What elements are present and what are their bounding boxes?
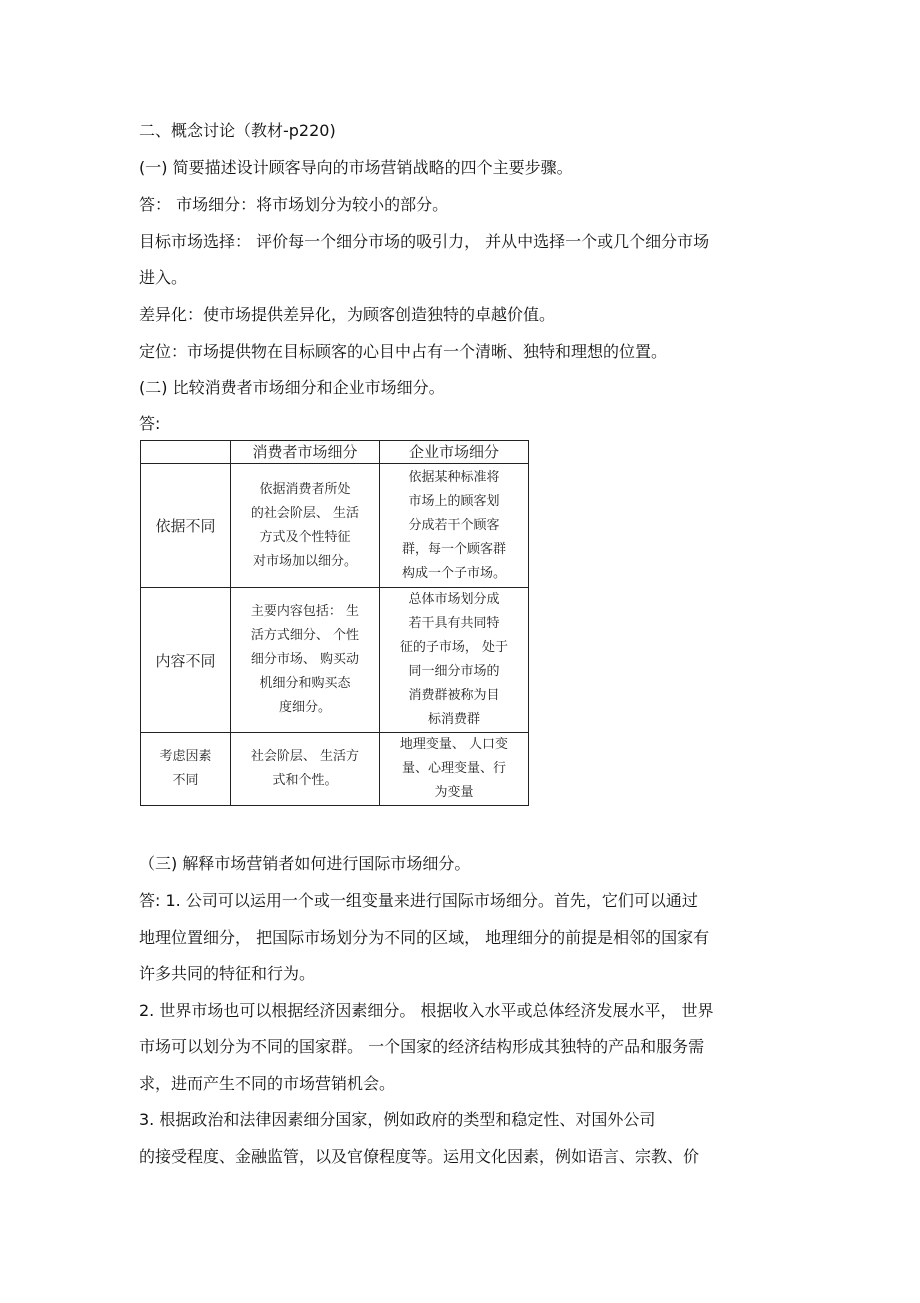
row-label-basis: 依据不同 — [141, 464, 231, 588]
cell-line: 地理变量、 人口变 — [399, 737, 509, 752]
cell-line: 总体市场划分成 — [408, 592, 500, 607]
cell-line: 活方式细分、 个性 — [250, 628, 360, 643]
table-row — [141, 733, 529, 806]
cell-line: 若干具有共同特 — [408, 616, 500, 631]
consumer-basis-cell — [231, 464, 380, 588]
answer-3-line-8: 的接受程度、金融监管，以及官僚程度等。运用文化因素，例如语言、宗教、价 — [139, 1147, 700, 1166]
answer-3-line-4: 2. 世界市场也可以根据经济因素细分。 根据收入水平或总体经济发展水平， 世界 — [139, 1001, 714, 1020]
answer-3-line-3: 许多共同的特征和行为。 — [139, 964, 316, 983]
answer-3-line-1: 答: 1. 公司可以运用一个或一组变量来进行国际市场细分。首先，它们可以通过 — [139, 891, 698, 910]
table-row — [141, 464, 529, 588]
consumer-content-cell — [231, 588, 380, 733]
business-basis-cell — [380, 464, 529, 588]
comparison-table — [140, 440, 529, 806]
cell-line: 市场上的顾客划 — [408, 493, 500, 509]
business-factors-cell — [380, 733, 529, 806]
cell-line: 为变量 — [434, 785, 474, 800]
cell-line: 方式及个性特征 — [259, 529, 351, 545]
answer-1-line-3: 进入。 — [139, 268, 188, 287]
answer-2-label: 答: — [139, 414, 161, 433]
cell-line: 群，每一个顾客群 — [401, 541, 506, 557]
cell-line: 细分市场、 购买动 — [250, 652, 360, 667]
cell-line: 不同 — [172, 773, 199, 788]
answer-3-line-5: 市场可以划分为不同的国家群。 一个国家的经济结构形成其独特的产品和服务需 — [139, 1037, 705, 1056]
table-row — [141, 588, 529, 733]
cell-line: 标消费群 — [427, 712, 480, 727]
row-label-factors — [141, 733, 231, 806]
question-2: (二) 比较消费者市场细分和企业市场细分。 — [139, 378, 445, 397]
cell-line: 构成一个子市场。 — [401, 565, 506, 581]
table-header-consumer: 消费者市场细分 — [231, 441, 380, 464]
cell-line: 式和个性。 — [272, 773, 338, 788]
cell-line: 的社会阶层、 生活 — [250, 505, 360, 521]
cell-line: 社会阶层、 生活方 — [250, 749, 360, 764]
cell-line: 分成若干个顾客 — [408, 517, 500, 533]
cell-line: 主要内容包括： 生 — [250, 604, 360, 619]
cell-line: 机细分和购买态 — [259, 676, 351, 691]
answer-3-line-6: 求，进而产生不同的市场营销机会。 — [139, 1074, 396, 1093]
section-heading: 二、概念讨论（教材-p220) — [139, 121, 336, 140]
consumer-factors-cell — [231, 733, 380, 806]
business-content-cell — [380, 588, 529, 733]
cell-line: 征的子市场， 处于 — [399, 640, 509, 655]
answer-1-line-4: 差异化：使市场提供差异化，为顾客创造独特的卓越价值。 — [139, 305, 556, 324]
table-header-empty — [141, 441, 231, 464]
cell-line: 度细分。 — [278, 700, 331, 715]
cell-line: 量、心理变量、行 — [401, 761, 506, 776]
question-3: （三) 解释市场营销者如何进行国际市场细分。 — [139, 854, 471, 873]
answer-3-line-2: 地理位置细分， 把国际市场划分为不同的区域， 地理细分的前提是相邻的国家有 — [139, 928, 710, 947]
answer-1-line-1: 答： 市场细分：将市场划分为较小的部分。 — [139, 195, 449, 214]
cell-line: 考虑因素 — [159, 749, 212, 764]
cell-line: 依据消费者所处 — [259, 481, 351, 497]
answer-3-line-7: 3. 根据政治和法律因素细分国家，例如政府的类型和稳定性、对国外公司 — [139, 1110, 656, 1129]
table-header-row — [141, 441, 529, 464]
question-1: (一) 简要描述设计顾客导向的市场营销战略的四个主要步骤。 — [139, 158, 573, 177]
answer-1-line-2: 目标市场选择： 评价每一个细分市场的吸引力， 并从中选择一个或几个细分市场 — [139, 232, 710, 251]
answer-1-line-5: 定位：市场提供物在目标顾客的心目中占有一个清晰、独特和理想的位置。 — [139, 342, 668, 361]
row-label-content: 内容不同 — [141, 588, 231, 733]
cell-line: 依据某种标准将 — [408, 469, 500, 485]
table-header-business: 企业市场细分 — [380, 441, 529, 464]
cell-line: 消费群被称为目 — [408, 688, 500, 703]
cell-line: 对市场加以细分。 — [252, 553, 357, 569]
cell-line: 同一细分市场的 — [408, 664, 500, 679]
